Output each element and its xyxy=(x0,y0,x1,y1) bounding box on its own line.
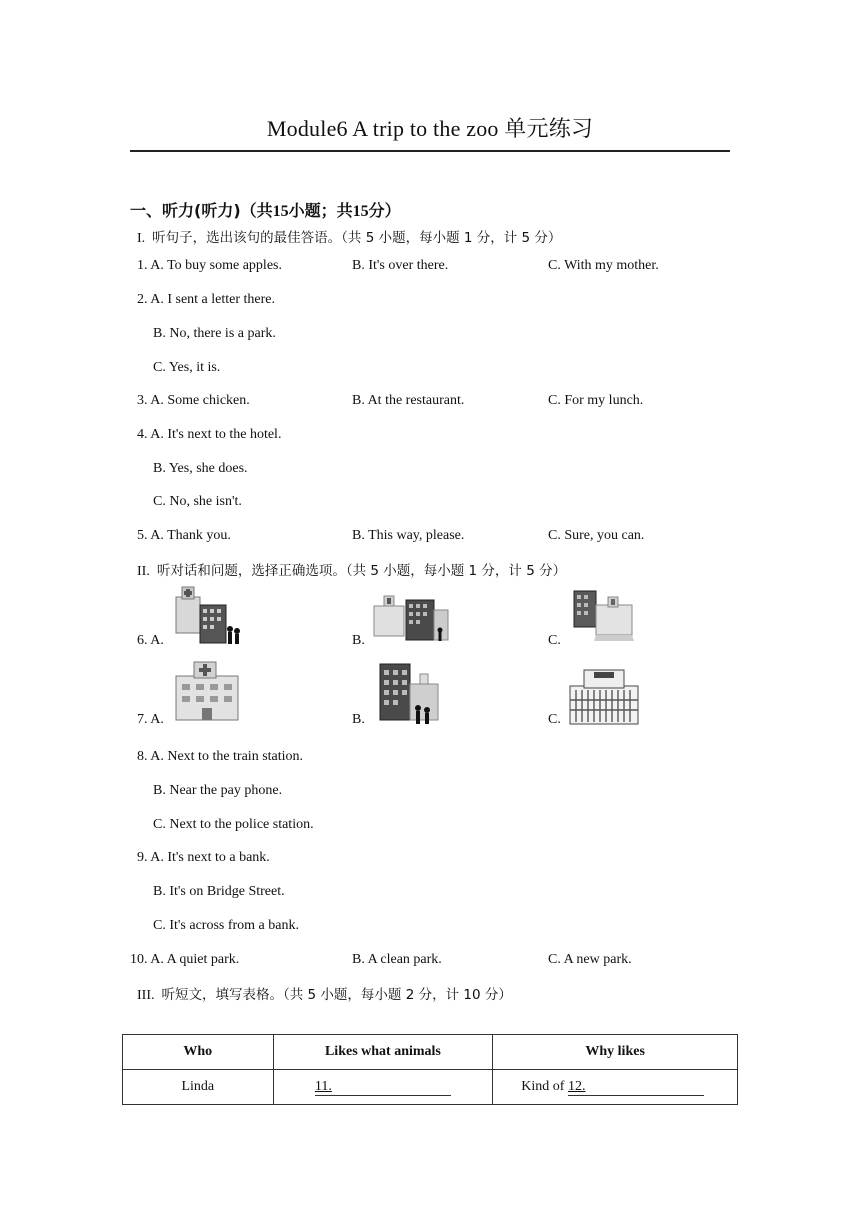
title-rule xyxy=(130,150,730,152)
table-header-why: Why likes xyxy=(493,1035,738,1070)
part-3-roman: III. xyxy=(137,988,155,1003)
q9-option-a: 9. A. It's next to a bank. xyxy=(137,850,270,865)
q8-option-c: C. Next to the police station. xyxy=(153,817,314,832)
section-heading-prefix: 一、听力(听力)（共 xyxy=(130,201,273,220)
q2-option-b: B. No, there is a park. xyxy=(153,326,276,341)
hospital-street-picture xyxy=(372,590,450,646)
blank-12[interactable]: 12. xyxy=(568,1079,704,1096)
q1-option-b: B. It's over there. xyxy=(352,258,449,273)
table-cell-animals xyxy=(273,1070,493,1105)
q3-option-a: 3. A. Some chicken. xyxy=(137,393,250,408)
answer-table xyxy=(122,1034,738,1105)
q1-option-c: C. With my mother. xyxy=(548,258,659,273)
part-1-roman: I. xyxy=(137,231,146,246)
q8-option-b: B. Near the pay phone. xyxy=(153,783,283,798)
q4-option-a: 4. A. It's next to the hotel. xyxy=(137,427,282,442)
section-heading-suffix: 分） xyxy=(368,201,401,220)
q10-option-c: C. A new park. xyxy=(548,952,632,967)
part-3-instruction xyxy=(137,983,512,1004)
part-1-text: 听句子，选出该句的最佳答语。（共 5 小题，每小题 1 分，计 5 分） xyxy=(152,230,562,246)
q1-option-a: 1. A. To buy some apples. xyxy=(137,258,282,273)
table-header-row xyxy=(123,1035,738,1070)
part-2-roman: II. xyxy=(137,564,150,579)
table-row xyxy=(123,1070,738,1105)
q4-option-c: C. No, she isn't. xyxy=(153,494,242,509)
part-2-instruction xyxy=(137,559,566,580)
section-score: 15 xyxy=(352,203,369,220)
q3-option-b: B. At the restaurant. xyxy=(352,393,465,408)
q6-option-b: B. xyxy=(352,633,365,648)
part-3-text: 听短文，填写表格。（共 5 小题，每小题 2 分，计 10 分） xyxy=(161,987,512,1003)
hospital-with-people-picture xyxy=(172,583,246,647)
table-cell-why xyxy=(493,1070,738,1105)
q5-option-b: B. This way, please. xyxy=(352,528,465,543)
q7-option-a: 7. A. xyxy=(137,712,164,727)
q2-option-c: C. Yes, it is. xyxy=(153,360,221,375)
hospital-small-picture xyxy=(570,585,636,643)
page-title: Module6 A trip to the zoo 单元练习 xyxy=(266,116,594,141)
part-2-text: 听对话和问题，选择正确选项。（共 5 小题，每小题 1 分，计 5 分） xyxy=(156,563,567,579)
section-count: 15 xyxy=(272,203,289,220)
large-building-picture xyxy=(568,666,640,726)
q10-option-a: 10. A. A quiet park. xyxy=(130,952,240,967)
table-header-animals: Likes what animals xyxy=(273,1035,493,1070)
q6-option-c: C. xyxy=(548,633,561,648)
q5-option-c: C. Sure, you can. xyxy=(548,528,645,543)
table-header-who: Who xyxy=(123,1035,274,1070)
part-1-instruction xyxy=(137,226,561,247)
tall-building-with-people-picture xyxy=(376,660,442,726)
q7-option-b: B. xyxy=(352,712,365,727)
q9-option-b: B. It's on Bridge Street. xyxy=(153,884,285,899)
q6-option-a: 6. A. xyxy=(137,633,164,648)
q7-option-c: C. xyxy=(548,712,561,727)
q8-option-a: 8. A. Next to the train station. xyxy=(137,749,304,764)
kind-of-label: Kind of xyxy=(521,1078,568,1094)
q4-option-b: B. Yes, she does. xyxy=(153,461,248,476)
section-heading xyxy=(130,198,401,221)
table-cell-who: Linda xyxy=(123,1070,274,1105)
section-heading-mid: 小题；共 xyxy=(288,201,353,220)
hospital-building-picture xyxy=(172,660,246,724)
q3-option-c: C. For my lunch. xyxy=(548,393,644,408)
q10-option-b: B. A clean park. xyxy=(352,952,442,967)
q5-option-a: 5. A. Thank you. xyxy=(137,528,231,543)
q2-option-a: 2. A. I sent a letter there. xyxy=(137,292,276,307)
q9-option-c: C. It's across from a bank. xyxy=(153,918,299,933)
blank-11[interactable]: 11. xyxy=(315,1079,451,1096)
